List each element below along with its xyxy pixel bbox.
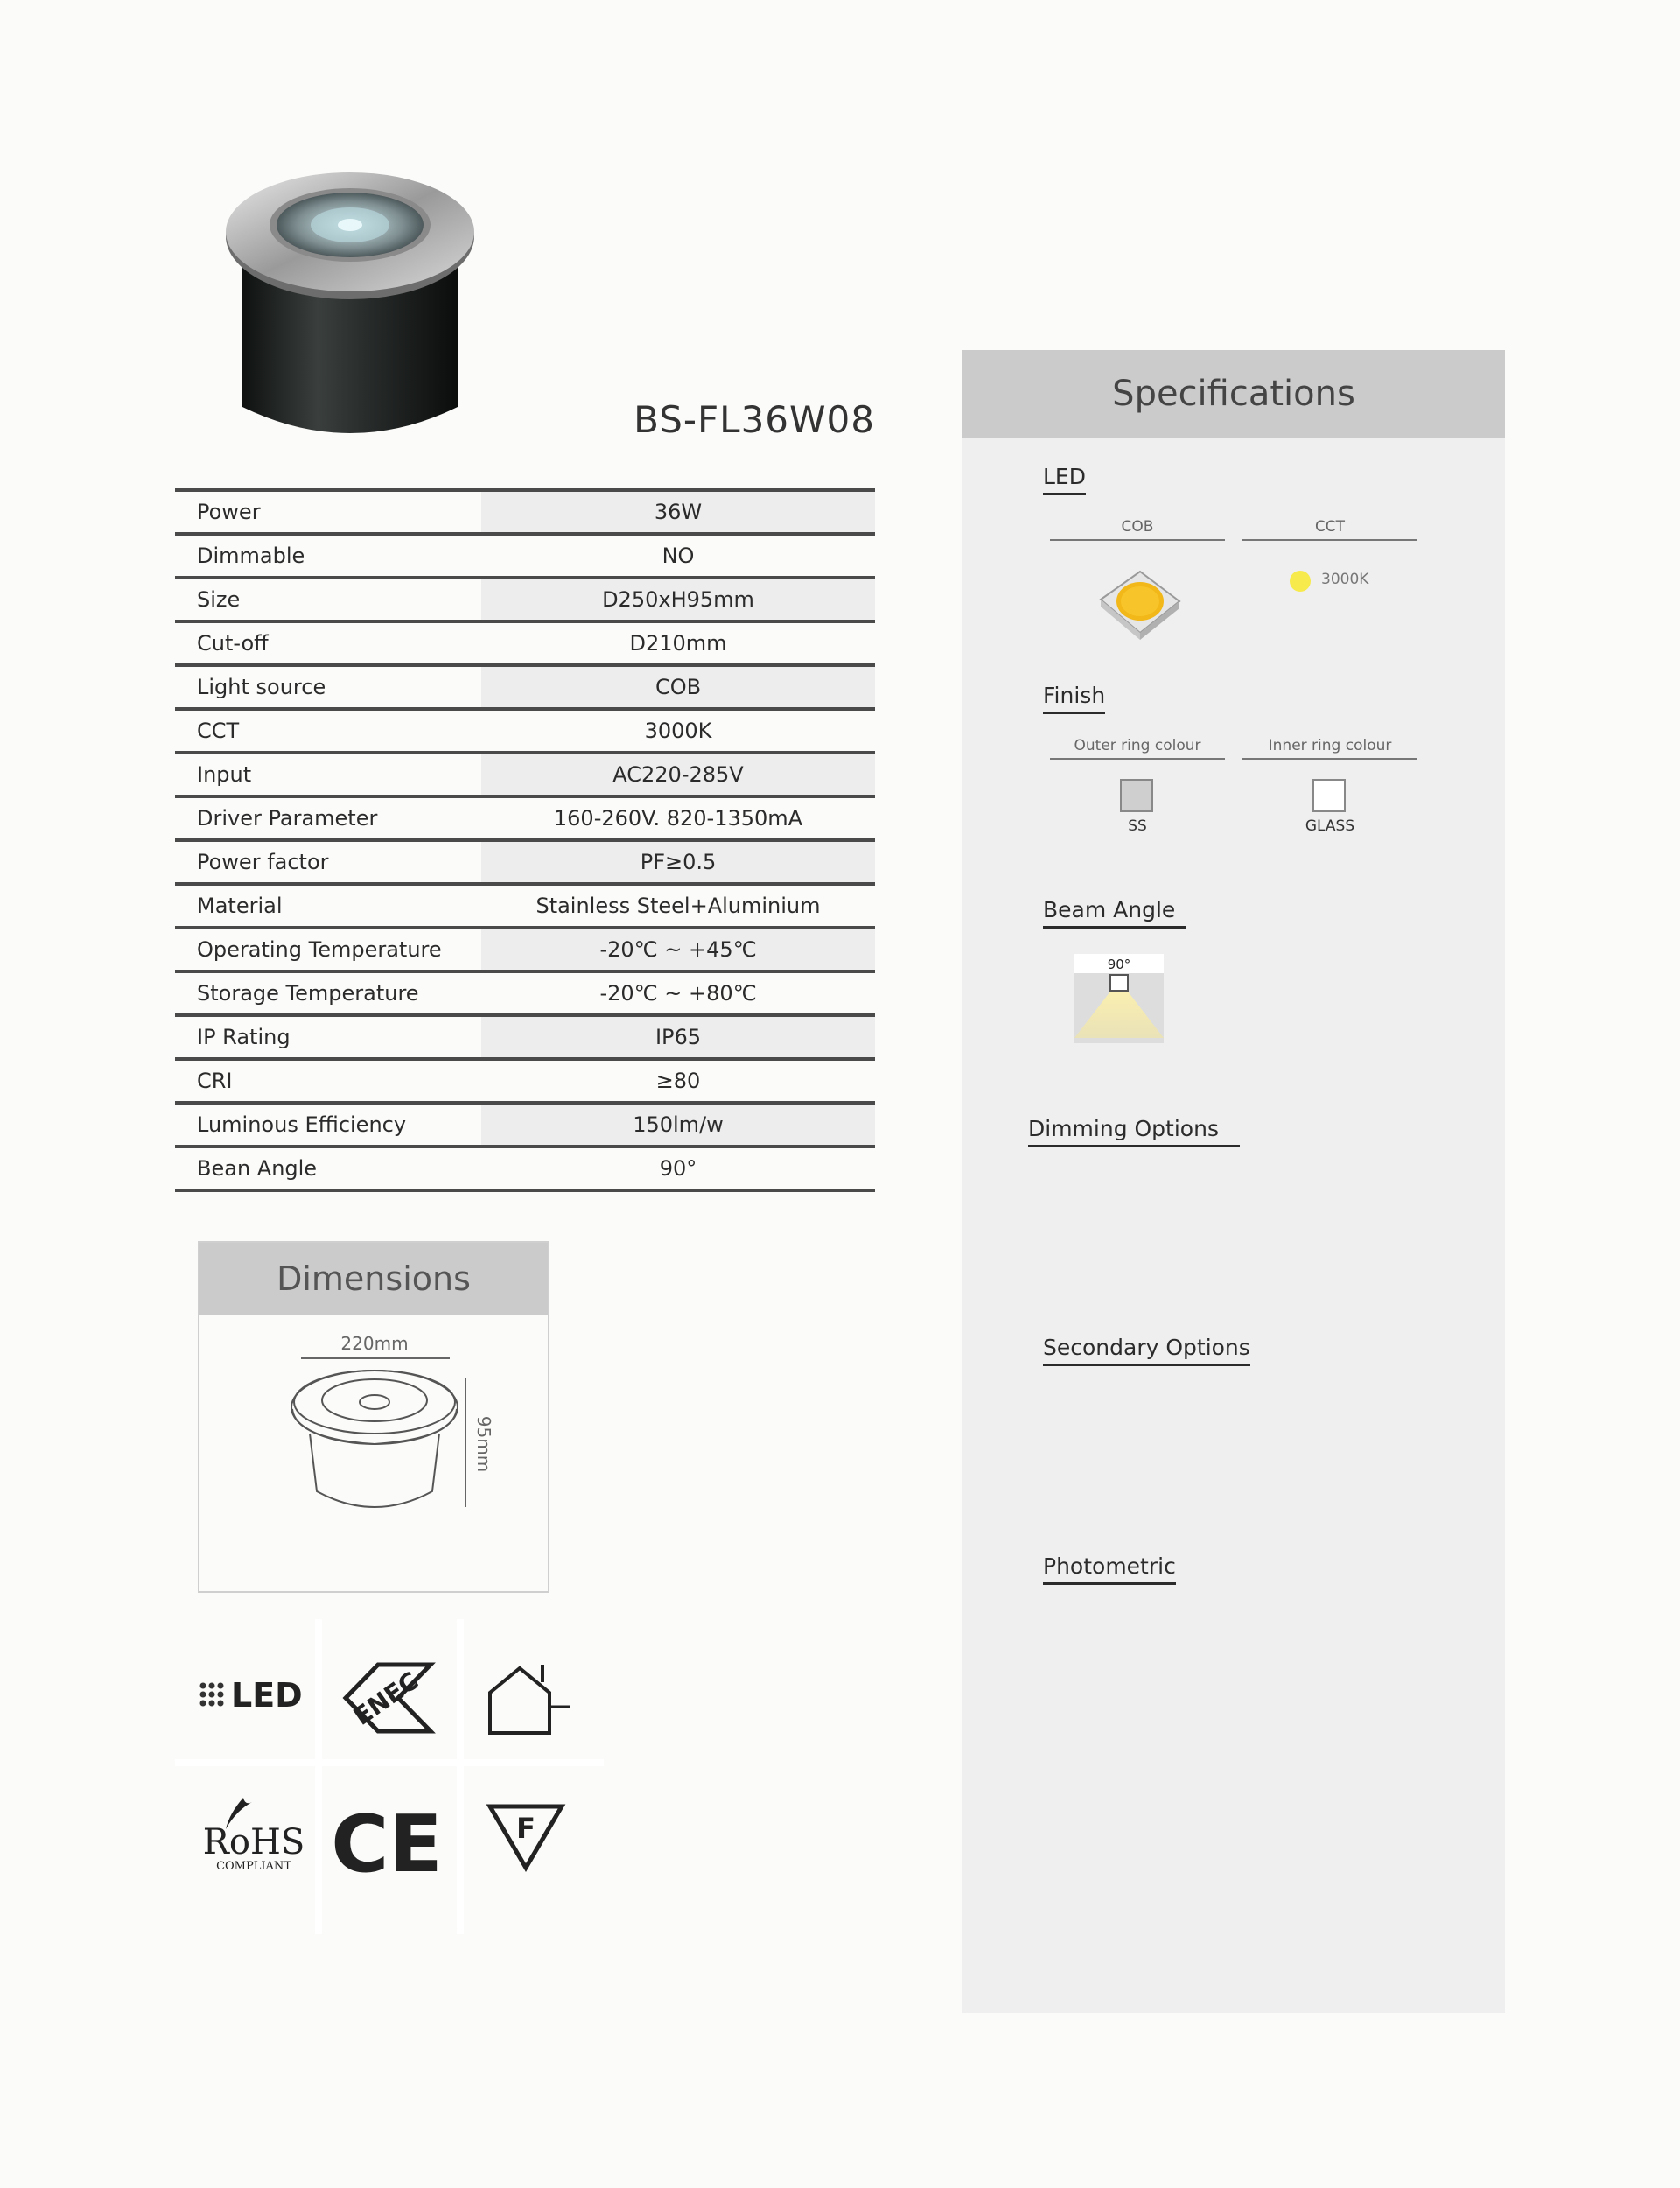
spec-value: 36W — [481, 492, 875, 532]
spec-row — [175, 1145, 875, 1192]
inner-ring-heading: Inner ring colour — [1242, 737, 1418, 760]
dimming-options-label: Dimming Options — [1028, 1116, 1240, 1147]
spec-name: Size — [197, 587, 241, 612]
dimensions-drawing — [200, 1315, 548, 1591]
spec-name: Driver Parameter — [197, 806, 378, 831]
f-mark-icon — [490, 1806, 562, 1868]
rohs-sub: COMPLIANT — [216, 1860, 291, 1873]
spec-row — [175, 488, 875, 532]
spec-value: NO — [662, 543, 695, 568]
spec-row — [175, 926, 875, 970]
dimensions-box — [198, 1241, 550, 1593]
inner-ring-value: GLASS — [1305, 817, 1355, 835]
led-section-label: LED — [1043, 464, 1086, 495]
spec-name: Luminous Efficiency — [197, 1112, 407, 1137]
spec-name: Bean Angle — [197, 1156, 318, 1181]
spec-row — [175, 795, 875, 838]
width-label: 220mm — [340, 1333, 409, 1354]
spec-value: 3000K — [644, 719, 712, 743]
led-label: LED — [231, 1676, 303, 1715]
spec-name: Input — [197, 762, 252, 787]
spec-table — [175, 488, 875, 1192]
spec-name: Dimmable — [197, 543, 305, 568]
model-title: BS-FL36W08 — [634, 398, 875, 441]
spec-row — [175, 970, 875, 1013]
spec-row — [175, 1101, 875, 1145]
spec-name: Light source — [197, 675, 326, 699]
product-image — [223, 171, 477, 442]
specifications-title: Specifications — [962, 350, 1505, 438]
spec-name: Power factor — [197, 850, 329, 874]
spec-value: 160-260V. 820-1350mA — [553, 806, 803, 831]
spec-name: CCT — [197, 719, 240, 743]
finish-section-label: Finish — [1043, 683, 1105, 714]
spec-value: AC220-285V — [481, 754, 875, 795]
rohs-label: RoHS — [202, 1822, 305, 1862]
spec-value: Stainless Steel+Aluminium — [536, 894, 821, 918]
spec-row — [175, 882, 875, 926]
spec-row — [175, 663, 875, 707]
cct-color-dot — [1290, 571, 1311, 592]
spec-value: D210mm — [629, 631, 727, 656]
spec-name: Cut-off — [197, 631, 269, 656]
spec-value: IP65 — [481, 1017, 875, 1057]
cct-value: 3000K — [1321, 571, 1369, 588]
spec-row — [175, 751, 875, 795]
spec-name: CRI — [197, 1069, 233, 1093]
spec-name: Storage Temperature — [197, 981, 419, 1006]
ce-icon — [331, 1799, 443, 1890]
spec-row — [175, 1057, 875, 1101]
dimensions-title: Dimensions — [200, 1243, 548, 1315]
spec-value: D250xH95mm — [481, 579, 875, 620]
spec-name: Operating Temperature — [197, 937, 442, 962]
rohs-icon — [203, 1798, 304, 1873]
photometric-label: Photometric — [1043, 1553, 1176, 1585]
beam-angle-value: 90° — [1107, 957, 1131, 972]
spec-value: PF≥0.5 — [481, 842, 875, 882]
spec-row — [175, 838, 875, 882]
spec-value: -20℃ ~ +45℃ — [481, 929, 875, 970]
f-label: F — [516, 1812, 536, 1845]
spec-row — [175, 576, 875, 620]
spec-value: COB — [481, 667, 875, 707]
outer-ring-value: SS — [1128, 817, 1147, 835]
certifications — [175, 1619, 612, 1934]
ce-label: CE — [331, 1799, 443, 1890]
spec-name: Power — [197, 500, 261, 524]
enec-icon — [346, 1665, 430, 1731]
spec-row — [175, 532, 875, 576]
spec-row — [175, 620, 875, 663]
beam-angle-icon — [1074, 954, 1164, 1043]
height-label: 95mm — [473, 1415, 494, 1473]
outer-ring-swatch — [1120, 779, 1153, 812]
cob-chip-icon — [1092, 565, 1188, 643]
led-icon — [200, 1676, 303, 1715]
secondary-options-label: Secondary Options — [1043, 1335, 1250, 1366]
spec-value: 150lm/w — [481, 1105, 875, 1145]
specifications-panel — [962, 350, 1505, 2013]
indoor-use-icon — [490, 1665, 570, 1733]
beam-angle-section-label: Beam Angle — [1043, 897, 1186, 929]
spec-row — [175, 1013, 875, 1057]
spec-value: -20℃ ~ +80℃ — [599, 981, 757, 1006]
spec-value: 90° — [659, 1156, 697, 1181]
spec-name: Material — [197, 894, 283, 918]
enec-label: ENEC — [347, 1666, 424, 1731]
cob-heading: COB — [1050, 518, 1225, 541]
spec-value: ≥80 — [655, 1069, 701, 1093]
spec-name: IP Rating — [197, 1025, 290, 1049]
cct-heading: CCT — [1242, 518, 1418, 541]
outer-ring-heading: Outer ring colour — [1050, 737, 1225, 760]
inner-ring-swatch — [1312, 779, 1346, 812]
spec-row — [175, 707, 875, 751]
